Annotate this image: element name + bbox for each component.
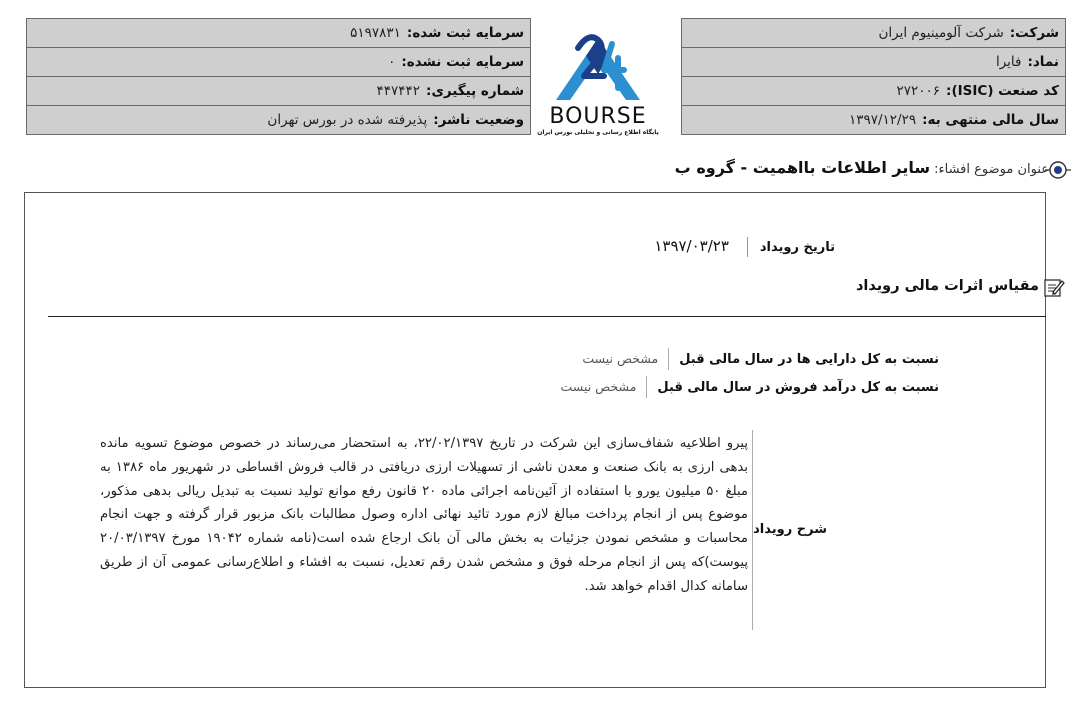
fiscal-year-row — [682, 106, 1066, 135]
event-date-row — [654, 236, 835, 257]
registered-capital-value: ۵۱۹۷۸۳۱ — [350, 25, 401, 41]
ratio-row-assets — [582, 348, 939, 370]
fiscal-year-label: سال مالی منتهی به: — [922, 112, 1059, 128]
capital-info-table — [26, 18, 531, 135]
ratio-assets-value: مشخص نیست — [582, 350, 659, 366]
registered-capital-row — [27, 19, 531, 48]
fiscal-year-value: ۱۳۹۷/۱۲/۲۹ — [848, 112, 917, 128]
topic-label: عنوان موضوع افشاء: — [934, 162, 1049, 177]
company-label: شرکت: — [1009, 25, 1059, 41]
unregistered-capital-row — [27, 48, 531, 77]
isic-label: کد صنعت (ISIC): — [946, 83, 1059, 99]
section-divider — [48, 316, 1046, 317]
publisher-status-value: پذیرفته شده در بورس تهران — [267, 112, 428, 128]
event-date-value: ۱۳۹۷/۰۳/۲۳ — [654, 237, 729, 255]
publisher-status-row — [27, 106, 531, 135]
event-date-label: تاریخ رویداد — [759, 240, 835, 255]
divider — [752, 430, 753, 630]
tracking-number-label: شماره پیگیری: — [426, 83, 524, 99]
financial-impact-title: مقیاس اثرات مالی رویداد — [855, 278, 1039, 294]
isic-value: ۲۷۲۰۰۶ — [896, 83, 941, 99]
topic-value: سایر اطلاعات بااهمیت - گروه ب — [674, 158, 931, 177]
edit-icon — [1043, 276, 1065, 298]
company-row — [682, 19, 1066, 48]
symbol-value: فایرا — [995, 54, 1022, 70]
event-description-text: پیرو اطلاعیه شفاف‌سازی این شرکت در تاریخ ۲۲/۰۲/۱۳۹۷، به استحضار می‌رساند در خصوص موضوع تسویه مانده بدهی ارزی به بانک صنعت و معدن ناشی از تسهیلات ارزی دریافتی در قالب فروش اقساطی در شهریور ماه ۱۳۸۶ به مبلغ ۵۰ میلیون یورو با استفاده از آئین‌نامه اجرائی ماده ۲۰ قانون رفع موانع تولید نسبت به تبدیل ریالی بدهی مذکور، موضوع پس از انجام پرداخت مبالغ لازم مورد تائید نهائی اداره وصول مطالبات بانک مزبور قرار گرفته و جهت انجام محاسبات و مشخص نمودن جزئیات به بخش مالی آن بانک ارجاع شده است(نامه شماره ۱۹۰۴۲ مورخ ۲۰/۰۳/۱۳۹۷ پیوست)که پس از انجام مرحله فوق و مشخص شدن رقم تعدیل، نسبت به افشاء و اطلاع‌رسانی عمومی آن از طریق سامانه کدال اقدام خواهد شد. — [100, 436, 748, 594]
ratio-revenue-label: نسبت به کل درآمد فروش در سال مالی قبل — [657, 379, 939, 395]
company-info-table — [681, 18, 1066, 135]
symbol-row — [682, 48, 1066, 77]
unregistered-capital-label: سرمایه ثبت نشده: — [401, 54, 524, 70]
registered-capital-label: سرمایه ثبت شده: — [406, 25, 524, 41]
publisher-status-label: وضعیت ناشر: — [433, 112, 524, 128]
tracking-number-row — [27, 77, 531, 106]
ratio-assets-label: نسبت به کل دارایی ها در سال مالی قبل — [679, 351, 939, 367]
ratio-row-revenue — [561, 376, 939, 398]
ratio-revenue-value: مشخص نیست — [560, 378, 637, 394]
isic-row — [682, 77, 1066, 106]
bourse-logo-icon — [534, 18, 662, 106]
tracking-number-value: ۴۴۷۴۴۲ — [376, 83, 421, 99]
disclosure-topic — [675, 158, 1049, 177]
logo-subtitle: پایگاه اطلاع رسانی و تحلیلی بورس ایران — [537, 129, 659, 136]
bourse-logo — [534, 18, 662, 142]
event-description-label: شرح رویداد — [753, 522, 827, 537]
unregistered-capital-value: ۰ — [388, 54, 396, 70]
symbol-label: نماد: — [1027, 54, 1059, 70]
company-value: شرکت آلومینیوم ایران — [878, 25, 1004, 41]
logo-text: BOURSE — [549, 104, 647, 129]
